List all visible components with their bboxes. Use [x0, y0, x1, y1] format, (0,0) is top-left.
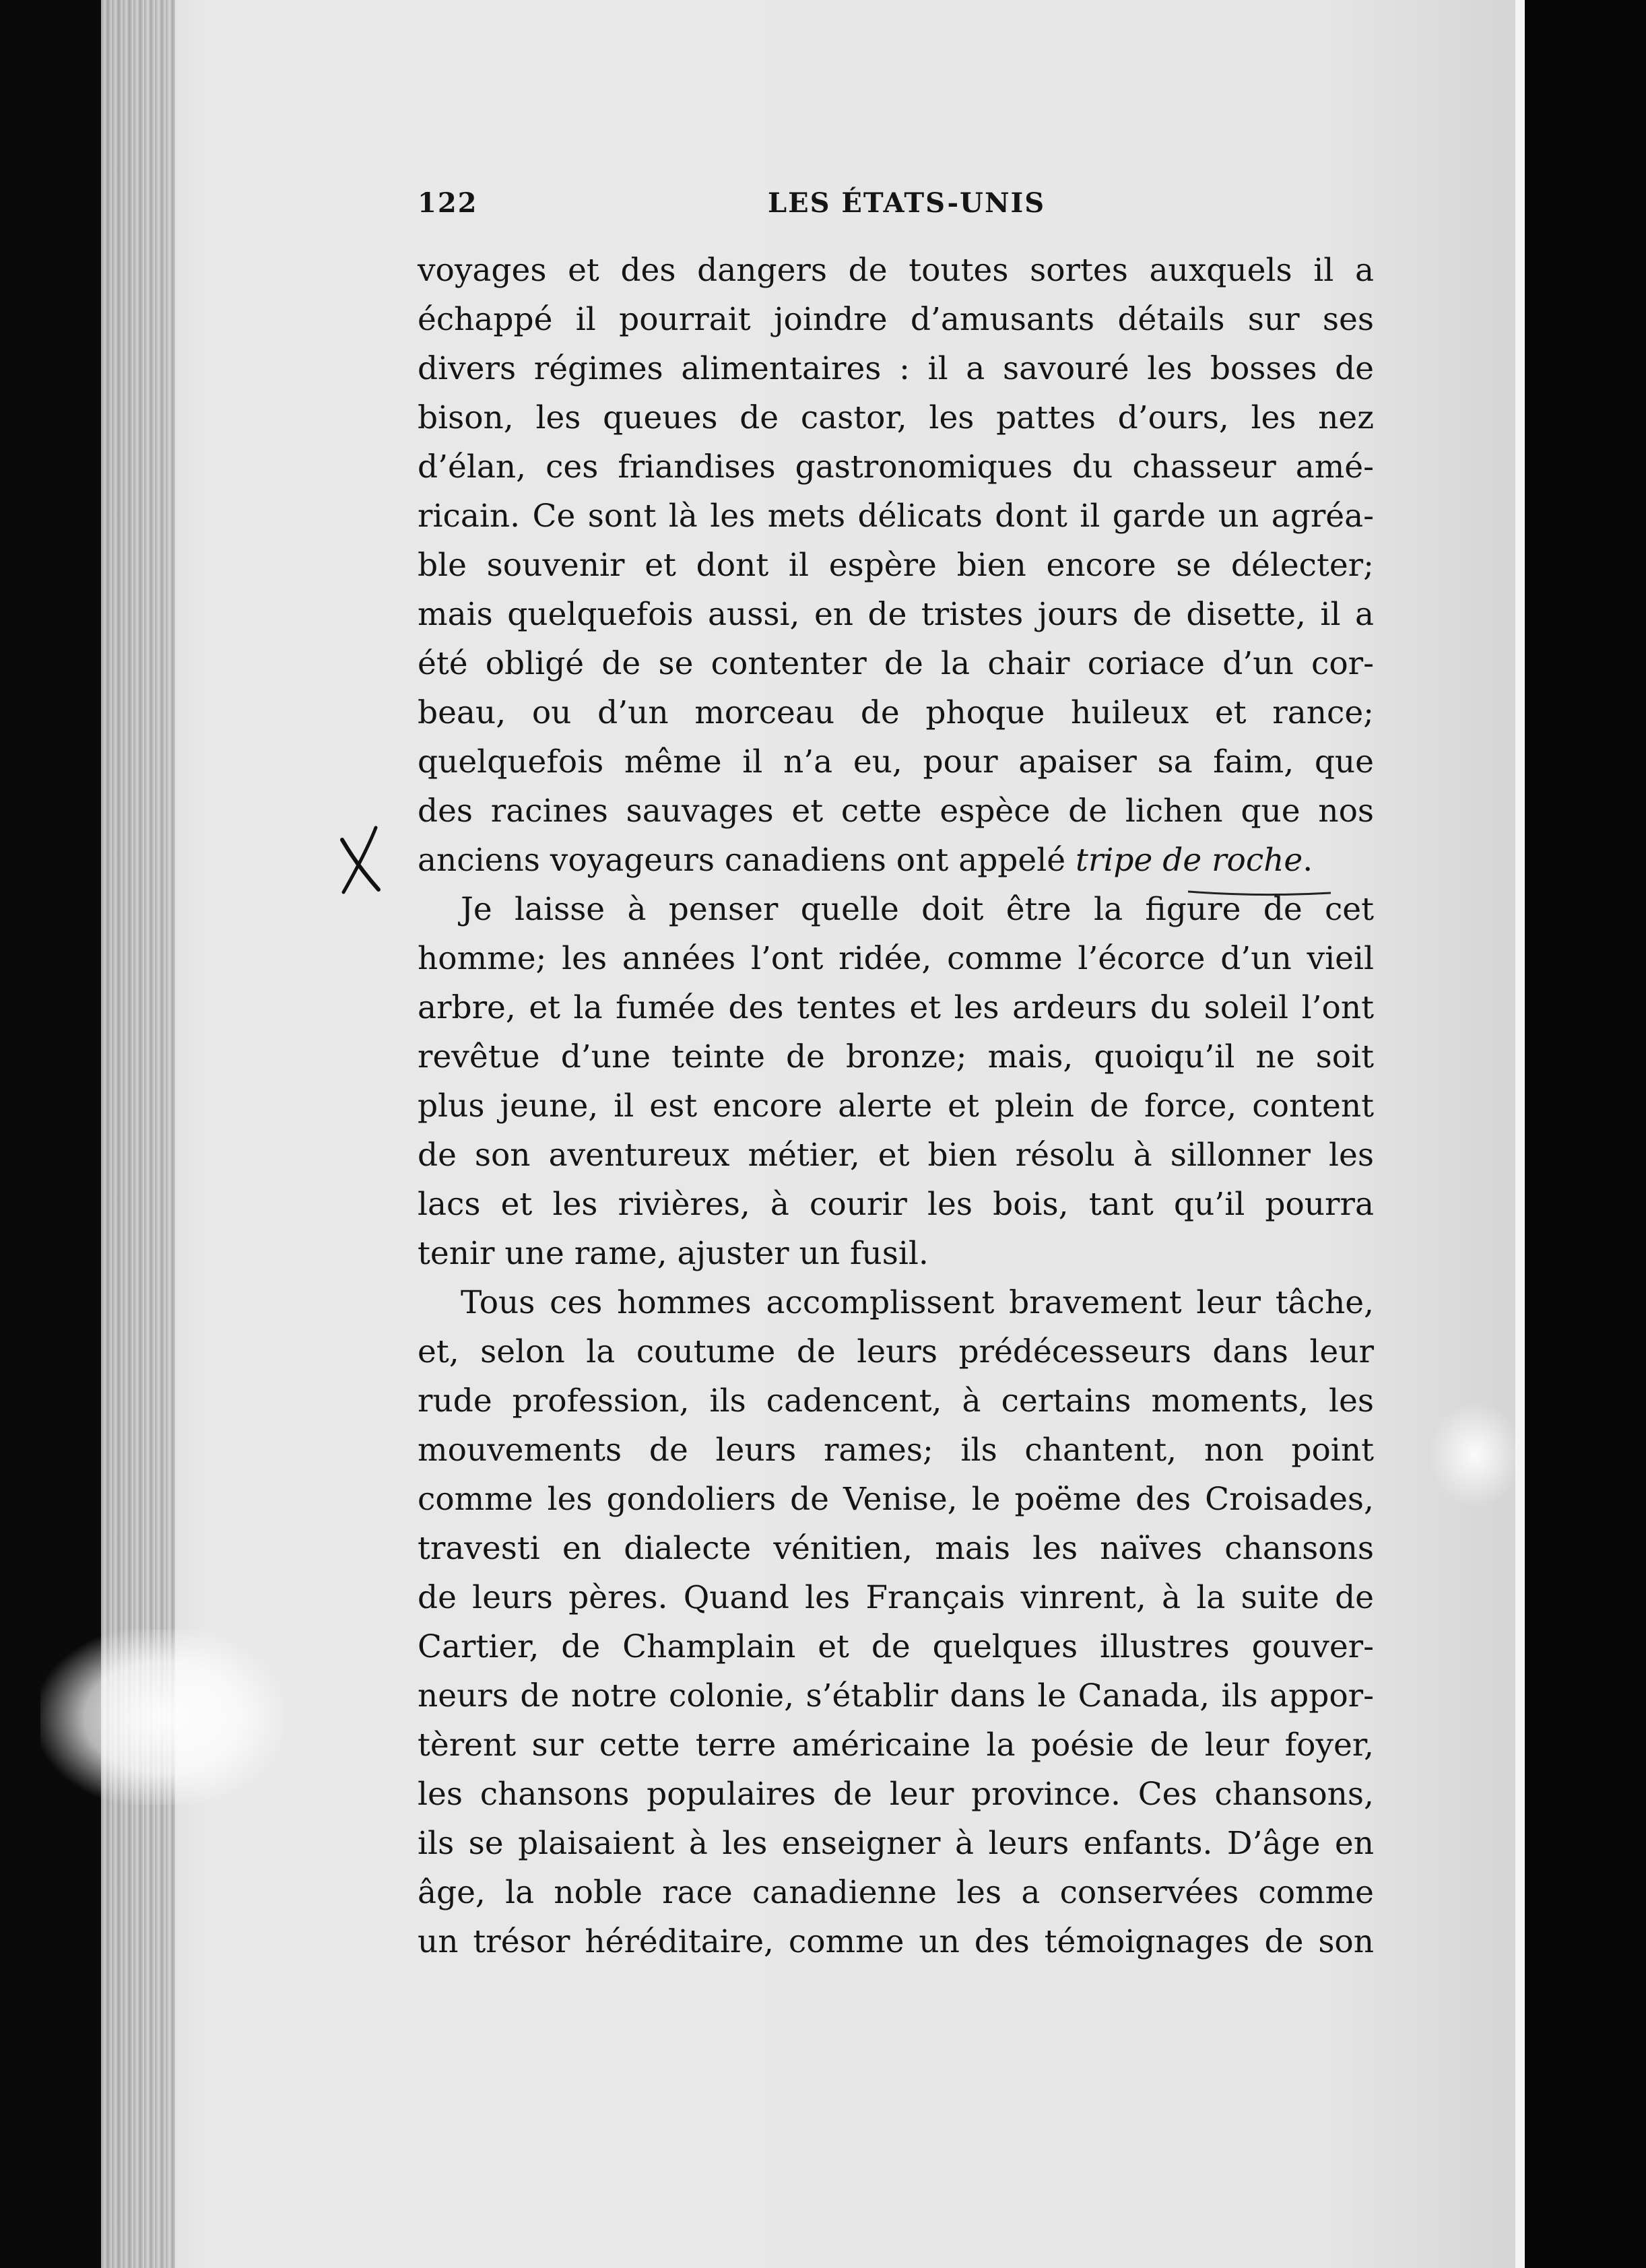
paper-stain: [40, 1630, 283, 1805]
text-line: ils se plaisaient à les enseigner à leurs enfants. D’âge en: [418, 1825, 1374, 1862]
text-line: voyages et des dangers de toutes sortes auxquels il a: [418, 252, 1374, 289]
text-line: âge, la noble race canadienne les a conservées comme: [418, 1874, 1374, 1911]
text-line: mouvements de leurs rames; ils chantent, non point: [418, 1432, 1374, 1469]
handwritten-x-mark-icon: [337, 825, 384, 899]
text-line: beau, ou d’un morceau de phoque huileux et rance;: [418, 694, 1374, 731]
text-line: des racines sauvages et cette espèce de lichen que nos: [418, 793, 1374, 830]
text-line: quelquefois même il n’a eu, pour apaiser sa faim, que: [418, 743, 1374, 780]
text-line: homme; les années l’ont ridée, comme l’écorce d’un vieil: [418, 940, 1374, 977]
text-line: les chansons populaires de leur province. Ces chansons,: [418, 1776, 1374, 1813]
text-line: plus jeune, il est encore alerte et plein de force, content: [418, 1088, 1374, 1125]
book-binding-shadow: [101, 0, 175, 2268]
text-line: de leurs pères. Quand les Français vinrent, à la suite de: [418, 1579, 1374, 1616]
text-line: comme les gondoliers de Venise, le poëme des Croisades,: [418, 1481, 1374, 1518]
italic-term: tripe de roche: [1076, 842, 1303, 879]
text-line: lacs et les rivières, à courir les bois, tant qu’il pourra: [418, 1186, 1374, 1223]
text-line: travesti en dialecte vénitien, mais les naïves chansons: [418, 1530, 1374, 1567]
text-line: Cartier, de Champlain et de quelques illustres gouver-: [418, 1628, 1374, 1665]
body-text: [418, 246, 1374, 1966]
text-line: [418, 836, 1374, 885]
text-line: de son aventureux métier, et bien résolu à sillonner les: [418, 1137, 1374, 1174]
text-line: ricain. Ce sont là les mets délicats dont il garde un agréa-: [418, 498, 1374, 535]
text-line: arbre, et la fumée des tentes et les ardeurs du soleil l’ont: [418, 989, 1374, 1026]
text-line: neurs de notre colonie, s’établir dans le Canada, ils appor-: [418, 1677, 1374, 1714]
text-line: et, selon la coutume de leurs prédécesseurs dans leur: [418, 1333, 1374, 1370]
page-number: 122: [418, 187, 478, 219]
text-line: ble souvenir et dont il espère bien encore se délecter;: [418, 547, 1374, 584]
text-fragment: anciens voyageurs canadiens ont appelé: [418, 842, 1076, 879]
text-line: mais quelquefois aussi, en de tristes jours de disette, il a: [418, 596, 1374, 633]
page-edge: [1515, 0, 1525, 2268]
page-header: [418, 187, 1374, 228]
text-line: revêtue d’une teinte de bronze; mais, quoiqu’il ne soit: [418, 1038, 1374, 1075]
text-fragment: .: [1303, 842, 1313, 879]
text-line: rude profession, ils cadencent, à certains moments, les: [418, 1382, 1374, 1420]
text-line: un trésor héréditaire, comme un des témoignages de son: [418, 1923, 1374, 1960]
text-line: échappé il pourrait joindre d’amusants détails sur ses: [418, 301, 1374, 338]
text-line: d’élan, ces friandises gastronomiques du chasseur amé-: [418, 448, 1374, 486]
paragraph-end-line: tenir une rame, ajuster un fusil.: [418, 1235, 929, 1272]
paragraph-start-line: Tous ces hommes accomplissent bravement leur tâche,: [461, 1284, 1374, 1321]
text-line: bison, les queues de castor, les pattes d’ours, les nez: [418, 399, 1374, 436]
text-line: été obligé de se contenter de la chair coriace d’un cor-: [418, 645, 1374, 682]
paragraph-start-line: Je laisse à penser quelle doit être la figure de cet: [461, 891, 1374, 928]
text-line: tèrent sur cette terre américaine la poésie de leur foyer,: [418, 1727, 1374, 1764]
text-line: divers régimes alimentaires : il a savouré les bosses de: [418, 350, 1374, 387]
paper-stain: [1428, 1401, 1522, 1508]
running-title: LES ÉTATS-UNIS: [768, 187, 1046, 219]
scan-background: [1525, 0, 1646, 2268]
